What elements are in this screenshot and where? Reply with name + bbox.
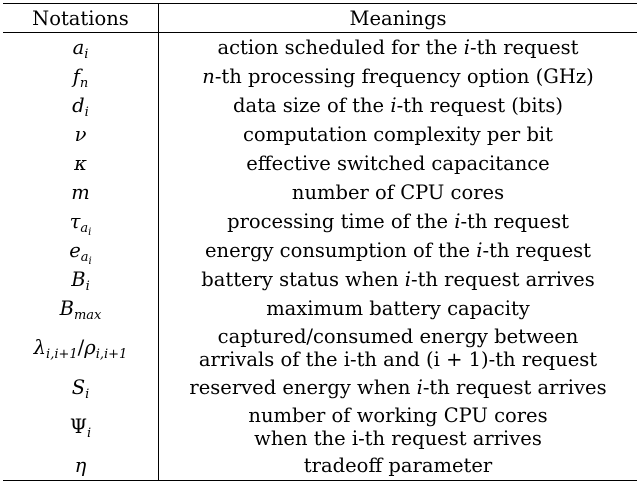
meaning-cell: battery status when i-th request arrives bbox=[201, 267, 595, 291]
symbol-cell: $\Psi_i$ bbox=[3, 402, 159, 452]
symbol-cell: $d_i$ bbox=[3, 91, 159, 120]
header-meanings: Meanings bbox=[349, 6, 447, 30]
meaning-cell: reserved energy when i-th request arrives bbox=[189, 375, 607, 399]
symbol-cell: $B_{max}$ bbox=[3, 294, 159, 323]
symbol-cell: $f_n$ bbox=[3, 62, 159, 91]
meaning-cell bbox=[159, 402, 638, 452]
table-row bbox=[3, 323, 637, 373]
meaning-cell: energy consumption of the i-th request bbox=[205, 238, 591, 262]
meaning-cell: action scheduled for the i-th request bbox=[217, 35, 579, 59]
symbol-cell: ν bbox=[3, 120, 159, 149]
meaning-line-2: arrivals of the i-th and (i + 1)-th request bbox=[198, 347, 598, 371]
table-row bbox=[3, 373, 637, 402]
table-row bbox=[3, 91, 637, 120]
header-notations: Notations bbox=[3, 4, 159, 33]
notation-table bbox=[3, 3, 637, 481]
symbol-cell: $\tau_{a_i}$ bbox=[3, 207, 159, 236]
meaning-cell: effective switched capacitance bbox=[246, 151, 550, 175]
meaning-cell: number of CPU cores bbox=[291, 180, 505, 204]
meaning-cell: computation complexity per bit bbox=[242, 122, 554, 146]
symbol-cell: $a_i$ bbox=[3, 33, 159, 62]
table-row bbox=[3, 294, 637, 323]
meaning-cell: data size of the i-th request (bits) bbox=[232, 93, 564, 117]
meaning-cell: maximum battery capacity bbox=[266, 296, 530, 320]
table-row bbox=[3, 236, 637, 265]
table-row bbox=[3, 120, 637, 149]
meaning-cell: n-th processing frequency option (GHz) bbox=[202, 64, 594, 88]
table-row bbox=[3, 149, 637, 178]
table-header-row bbox=[3, 4, 637, 33]
symbol-cell: κ bbox=[3, 149, 159, 178]
table-row bbox=[3, 265, 637, 294]
symbol-cell: $e_{a_i}$ bbox=[3, 236, 159, 265]
table-row bbox=[3, 452, 637, 481]
symbol-cell: m bbox=[3, 178, 159, 207]
symbol-cell: $B_i$ bbox=[3, 265, 159, 294]
meaning-cell: processing time of the i-th request bbox=[227, 209, 569, 233]
meaning-line-1: number of working CPU cores bbox=[248, 403, 548, 427]
table-row bbox=[3, 402, 637, 452]
meaning-line-2: when the i-th request arrives bbox=[254, 426, 542, 450]
table-row bbox=[3, 207, 637, 236]
symbol-cell: $S_i$ bbox=[3, 373, 159, 402]
meaning-cell bbox=[159, 323, 638, 373]
table-row bbox=[3, 62, 637, 91]
symbol-cell: η bbox=[3, 452, 159, 481]
symbol-cell: $\lambda_{i,i+1}/\rho_{i,i+1}$ bbox=[3, 323, 159, 373]
meaning-cell: tradeoff parameter bbox=[303, 454, 493, 478]
table-row bbox=[3, 178, 637, 207]
meaning-line-1: captured/consumed energy between bbox=[217, 324, 579, 348]
table-row bbox=[3, 33, 637, 62]
